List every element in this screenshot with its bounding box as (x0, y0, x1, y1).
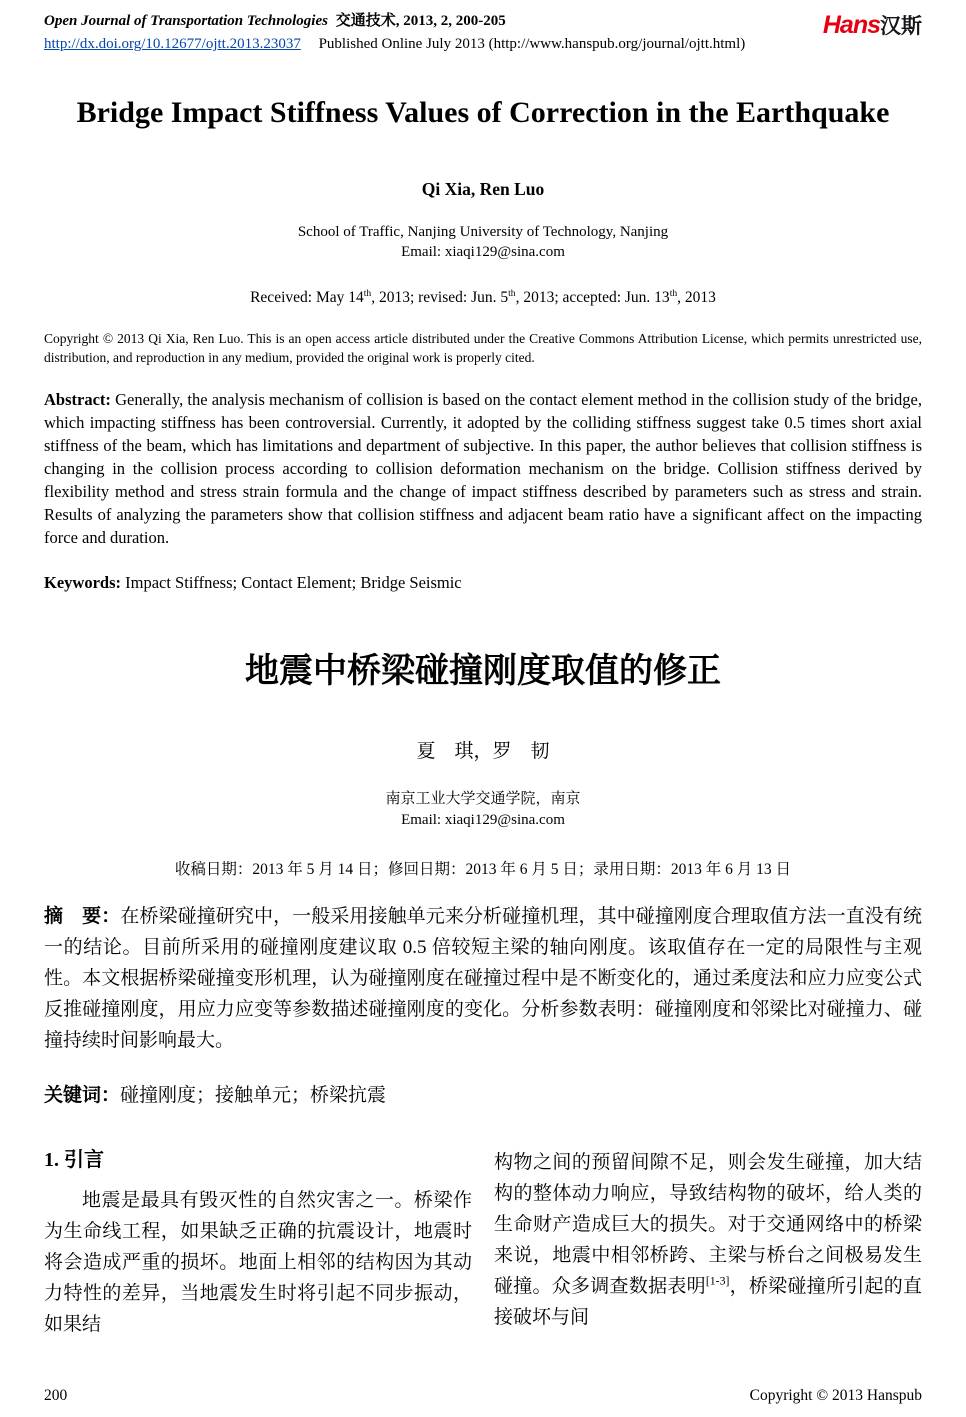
intro-right-text: ，桥梁碰撞所引起的直接破坏与间 (494, 1276, 922, 1329)
keywords-en (44, 573, 922, 593)
email-en: Email: xiaqi129@sina.com (401, 244, 565, 261)
abstract-en (44, 388, 922, 550)
body-columns (44, 1147, 922, 1340)
received-dates-line (44, 289, 922, 307)
intro-paragraph-left: 地震是最具有毁灭性的自然灾害之一。桥梁作为生命线工程，如果缺乏正确的抗震设计，地震时将会造成严重的损坏。地面上相邻的结构因为其动力特性的差异，当地震发生时将引起不同步振动，如果结 (44, 1190, 472, 1336)
article-title-cn: 地震中桥梁碰撞刚度取值的修正 (245, 653, 721, 691)
keywords-text-cn: 碰撞刚度；接触单元；桥梁抗震 (120, 1085, 387, 1107)
page-footer (44, 1387, 922, 1405)
received-text: Received: May 14 (250, 288, 364, 306)
page-number: 200 (44, 1387, 68, 1404)
intro-paragraph-right (494, 1147, 922, 1333)
intro-right-text: 构物之间的预留间隙不足，则会发生碰撞，加大结构的整体动力响应，导致结构物的破坏，给人类的生命财产造成巨大的损失。对于交通网络中的桥梁来说，地震中相邻桥跨、主梁与桥台之间极易发生碰撞。众多调查数据表明 (494, 1152, 922, 1298)
hanspub-logo-cjk: 汉斯 (880, 14, 922, 38)
abstract-text-cn: 在桥梁碰撞研究中，一般采用接触单元来分析碰撞机理，其中碰撞刚度合理取值方法一直没有统一的结论。目前所采用的碰撞刚度建议取 0.5 倍较短主梁的轴向刚度。该取值存在一定的局限性与主观性。本文根据桥梁碰撞变形机理，认为碰撞刚度在碰撞过程中是不断变化的，通过柔度法和应力应变公式反推碰撞刚度，用应力应变等参数描述碰撞刚度的变化。分析参数表明：碰撞刚度和邻梁比对碰撞力、碰撞持续时间影响最大。 (44, 906, 922, 1052)
abstract-cn (44, 901, 922, 1056)
hanspub-logo (823, 10, 922, 38)
hanspub-logo-latin: Hans (822, 11, 880, 39)
column-left (44, 1147, 472, 1340)
footer-copyright: Copyright © 2013 Hanspub (749, 1387, 922, 1404)
dates-cn: 收稿日期：2013 年 5 月 14 日；修回日期：2013 年 6 月 5 日；录用日期：2013 年 6 月 13 日 (174, 861, 792, 879)
keywords-text-en: Impact Stiffness; Contact Element; Bridge Seismic (125, 573, 462, 593)
affiliation-block-en (44, 222, 922, 263)
keywords-label-en: Keywords: (44, 573, 121, 593)
received-text: , 2013 (677, 288, 716, 306)
received-text: , 2013; accepted: Jun. 13 (515, 288, 670, 306)
doi-link[interactable]: http://dx.doi.org/10.12677/ojtt.2013.23037 (44, 36, 301, 53)
article-title-en: Bridge Impact Stiffness Values of Correction in the Earthquake (76, 95, 890, 129)
ordinal-superscript: th (363, 287, 372, 299)
masthead-info (44, 10, 745, 57)
published-online-info: Published Online July 2013 (http://www.hanspub.org/journal/ojtt.html) (318, 36, 746, 53)
abstract-label-cn: 摘 要： (44, 906, 121, 928)
keywords-label-cn: 关键词： (44, 1085, 121, 1107)
ordinal-superscript: th (669, 287, 678, 299)
keywords-cn (44, 1080, 922, 1107)
journal-masthead (44, 10, 922, 57)
copyright-notice: Copyright © 2013 Qi Xia, Ren Luo. This is an open access article distributed under the Creative Commons Attribution License, which permits unrestricted use, distribution, and reproduction in any medium, provided the original work is properly cited. (44, 330, 922, 366)
received-text: , 2013; revised: Jun. 5 (371, 288, 509, 306)
affiliation-cn: 南京工业大学交通学院，南京 (385, 791, 581, 808)
authors-cn: 夏 琪，罗 韧 (416, 741, 550, 763)
abstract-text-en: Generally, the analysis mechanism of collision is based on the contact element method in the collision study of the bridge, which impacting stiffness has been controversial. Currently, it adopted by the colliding stiffness suggest take 0.5 times short axial stiffness of the beam, which has limitations and department of subjective. In this paper, the author believes that collision stiffness is changing in the collision process according to collision deformation mechanism on the bridge. Collision stiffness derived by flexibility method and stress strain formula and the change of impact stiffness described by parameters such as stress and strain. Results of analyzing the parameters show that collision stiffness and adjacent beam ratio have a significant affect on the impacting force and duration. (44, 389, 923, 548)
affiliation-en: School of Traffic, Nanjing University of Technology, Nanjing (297, 224, 669, 240)
section-1-heading: 1. 引言 (44, 1149, 104, 1172)
abstract-label-en: Abstract: (44, 389, 111, 409)
journal-title-line (44, 10, 745, 33)
journal-title-en: Open Journal of Transportation Technologies (44, 13, 328, 29)
authors-en: Qi Xia, Ren Luo (421, 179, 545, 199)
column-right (494, 1147, 922, 1340)
ordinal-superscript: th (508, 287, 516, 299)
citation-ref: [1-3] (705, 1274, 730, 1288)
affiliation-block-cn (44, 789, 922, 831)
journal-title-cn: 交通技术, 2013, 2, 200-205 (335, 13, 506, 29)
doi-line (44, 33, 745, 56)
email-cn: Email: xiaqi129@sina.com (401, 812, 565, 829)
